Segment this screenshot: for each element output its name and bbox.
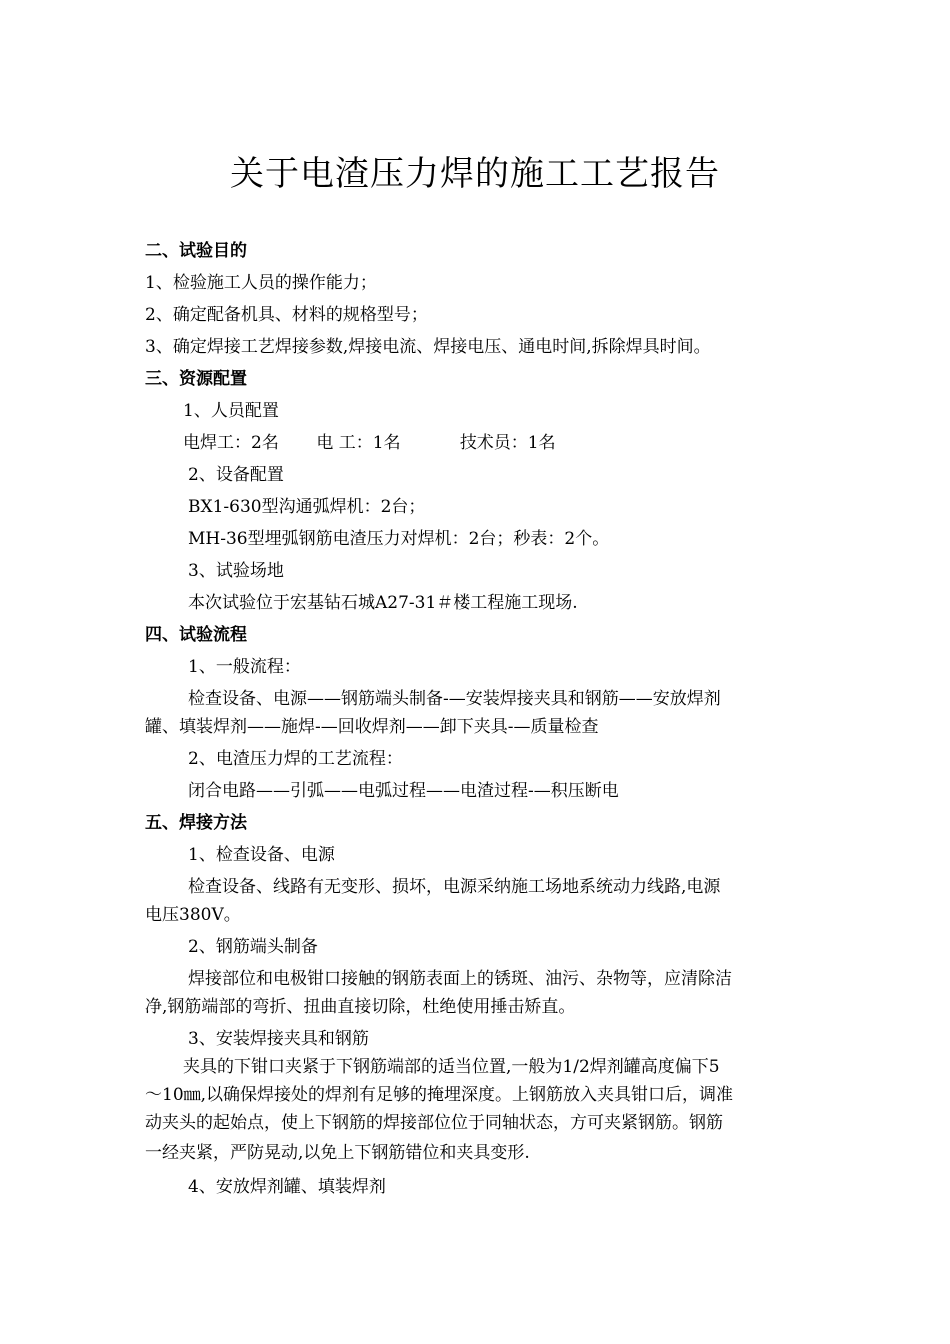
section-heading-purpose: 二、试验目的 [145,241,247,261]
method-3-title: 3、安装焊接夹具和钢筋 [188,1029,369,1049]
document-title: 关于电渣压力焊的施工工艺报告 [230,154,720,194]
personnel-title: 1、人员配置 [183,401,279,421]
method-1-line-1: 检查设备、线路有无变形、损坏，电源采纳施工场地系统动力线路,电源 [188,877,721,897]
purpose-item-3: 3、确定焊接工艺焊接参数,焊接电流、焊接电压、通电时间,拆除焊具时间。 [145,337,711,357]
method-1-title: 1、检查设备、电源 [188,845,335,865]
site-text: 本次试验位于宏基钻石城A27-31＃楼工程施工现场. [188,593,578,613]
site-title: 3、试验场地 [188,561,284,581]
equipment-item-2: MH-36型埋弧钢筋电渣压力对焊机：2台；秒表：2个。 [188,529,610,549]
method-3-line-2: ～10㎜,以确保焊接处的焊剂有足够的掩埋深度。上钢筋放入夹具钳口后，调准 [145,1085,734,1105]
method-1-line-2: 电压380V。 [145,905,241,925]
purpose-item-2: 2、确定配备机具、材料的规格型号； [145,305,428,325]
equipment-item-1: BX1-630型沟通弧焊机：2台； [188,497,426,517]
equipment-title: 2、设备配置 [188,465,284,485]
personnel-list [183,427,853,459]
general-process-line-1: 检查设备、电源——钢筋端头制备-—安装焊接夹具和钢筋——安放焊剂 [188,689,721,709]
method-3-line-3: 动夹头的起始点，使上下钢筋的焊接部位位于同轴状态，方可夹紧钢筋。钢筋 [145,1113,723,1133]
personnel-welder: 电焊工：2名 [183,433,279,453]
method-3-line-1: 夹具的下钳口夹紧于下钢筋端部的适当位置,一般为1/2焊剂罐高度偏下5 [183,1057,720,1077]
weld-process-text: 闭合电路——引弧——电弧过程——电渣过程-—积压断电 [188,781,619,801]
method-4-title: 4、安放焊剂罐、填装焊剂 [188,1177,386,1197]
method-2-title: 2、钢筋端头制备 [188,937,318,957]
method-2-line-1: 焊接部位和电极钳口接触的钢筋表面上的锈斑、油污、杂物等，应清除洁 [188,969,732,989]
personnel-technician: 技术员：1名 [459,433,556,453]
method-2-line-2: 净,钢筋端部的弯折、扭曲直接切除，杜绝使用捶击矫直。 [145,997,576,1017]
section-heading-resources: 三、资源配置 [145,369,247,389]
purpose-item-1: 1、检验施工人员的操作能力； [145,273,377,293]
general-process-line-2: 罐、填装焊剂——施焊-—回收焊剂——卸下夹具-—质量检查 [145,717,599,737]
general-process-title: 1、一般流程： [188,657,301,677]
personnel-electrician: 电 工：1名 [316,433,401,453]
weld-process-title: 2、电渣压力焊的工艺流程： [188,749,403,769]
method-3-line-4: 一经夹紧，严防晃动,以免上下钢筋错位和夹具变形. [145,1143,530,1163]
section-heading-method: 五、焊接方法 [145,813,247,833]
section-heading-process: 四、试验流程 [145,625,247,645]
